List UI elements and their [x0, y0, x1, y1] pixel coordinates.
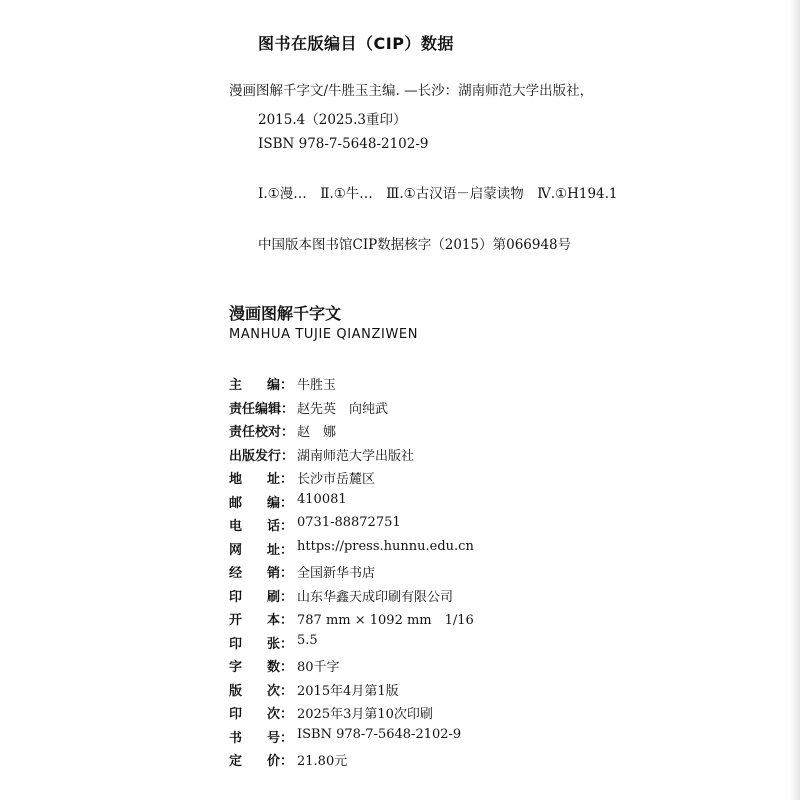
info-value: 牛胜玉: [297, 378, 337, 393]
cip-record-number: 中国版本图书馆CIP数据核字（2015）第066948号: [258, 237, 572, 253]
info-value: 5.5: [297, 632, 318, 648]
cip-date-line: 2015.4（2025.3重印）: [258, 112, 407, 128]
info-value: 80千字: [297, 660, 340, 675]
info-label-char: 址：: [266, 472, 293, 487]
info-label: [229, 398, 293, 417]
info-value: 787 mm × 1092 mm 1/16: [297, 613, 474, 628]
cip-classification-line: Ⅰ.①漫… Ⅱ.①牛… Ⅲ.①古汉语－启蒙读物 Ⅳ.①H194.1: [258, 186, 618, 202]
info-label-char: 印: [229, 707, 243, 722]
info-label-char: 经: [229, 566, 243, 581]
book-title-pinyin: MANHUA TUJIE QIANZIWEN: [229, 327, 419, 342]
info-label-char: 销：: [266, 566, 293, 581]
info-label-char: 对：: [268, 425, 295, 440]
info-value: 山东华鑫天成印刷有限公司: [297, 589, 454, 605]
info-label: [229, 703, 293, 722]
info-value: ISBN 978-7-5648-2102-9: [297, 726, 462, 742]
info-label-char: 址：: [266, 542, 293, 558]
info-label-char: 辑：: [268, 401, 295, 417]
info-label-char: 版: [229, 683, 243, 699]
info-label-char: 编：: [266, 495, 293, 511]
info-label-char: 话：: [266, 519, 293, 534]
info-label-char: 版: [242, 448, 256, 464]
info-label: [229, 750, 293, 769]
info-label: [229, 374, 293, 393]
info-label-char: 地: [229, 472, 243, 487]
info-label: [229, 515, 293, 534]
info-label-char: 张：: [266, 636, 293, 652]
info-value: 湖南师范大学出版社: [297, 448, 415, 464]
info-value: https://press.hunnu.edu.cn: [297, 538, 474, 554]
info-value: 0731-88872751: [297, 515, 401, 530]
info-label: [229, 633, 293, 652]
info-label-char: 行：: [268, 448, 295, 464]
info-value: 2025年3月第10次印刷: [297, 707, 433, 722]
info-label-char: 次：: [266, 683, 293, 699]
cip-title: 图书在版编目（CIP）数据: [258, 34, 454, 53]
info-label: [229, 539, 293, 558]
info-label-char: 邮: [229, 495, 243, 511]
page-edge-shadow: [790, 0, 800, 800]
info-label: [229, 421, 293, 440]
info-label-char: 任: [242, 425, 256, 440]
book-title: 漫画图解千字文: [229, 304, 342, 323]
info-value: 赵先英 向纯武: [297, 401, 389, 417]
info-label-char: 责: [229, 401, 243, 417]
info-label-char: 发: [255, 448, 269, 464]
info-value: 410081: [297, 491, 347, 507]
info-value: 长沙市岳麓区: [297, 472, 376, 487]
info-label: [229, 562, 293, 581]
info-label-char: 责: [229, 425, 243, 440]
info-label-char: 编: [255, 401, 269, 417]
info-label-char: 次：: [266, 707, 293, 722]
info-label: [229, 656, 293, 675]
info-value: 21.80元: [297, 754, 348, 769]
info-value: 全国新华书店: [297, 566, 376, 581]
info-label-char: 主: [229, 378, 243, 393]
info-label-char: 校: [255, 425, 269, 440]
info-label-char: 印: [229, 636, 243, 652]
info-label: [229, 680, 293, 699]
info-label: [229, 445, 293, 464]
info-label-char: 价：: [266, 754, 293, 769]
info-label: [229, 492, 293, 511]
info-value: 赵 娜: [297, 425, 337, 440]
info-label-char: 电: [229, 519, 243, 534]
info-label: [229, 727, 293, 746]
info-label-char: 任: [242, 401, 256, 417]
info-label-char: 网: [229, 542, 243, 558]
info-value: 2015年4月第1版: [297, 683, 399, 699]
info-label-char: 定: [229, 754, 243, 769]
info-label-char: 印: [229, 589, 243, 605]
info-label: [229, 609, 293, 628]
info-label-char: 书: [229, 730, 243, 746]
info-label-char: 号：: [266, 730, 293, 746]
info-label-char: 数：: [266, 660, 293, 675]
info-label-char: 本：: [266, 613, 293, 628]
info-label-char: 编：: [266, 378, 293, 393]
cip-isbn-line: ISBN 978-7-5648-2102-9: [258, 136, 429, 152]
info-label: [229, 586, 293, 605]
info-label-char: 出: [229, 448, 243, 464]
info-label: [229, 468, 293, 487]
info-label-char: 刷：: [266, 589, 293, 605]
cip-description-line: 漫画图解千字文/牛胜玉主编. —长沙：湖南师范大学出版社，: [229, 83, 594, 99]
info-label-char: 开: [229, 613, 243, 628]
info-label-char: 字: [229, 660, 243, 675]
